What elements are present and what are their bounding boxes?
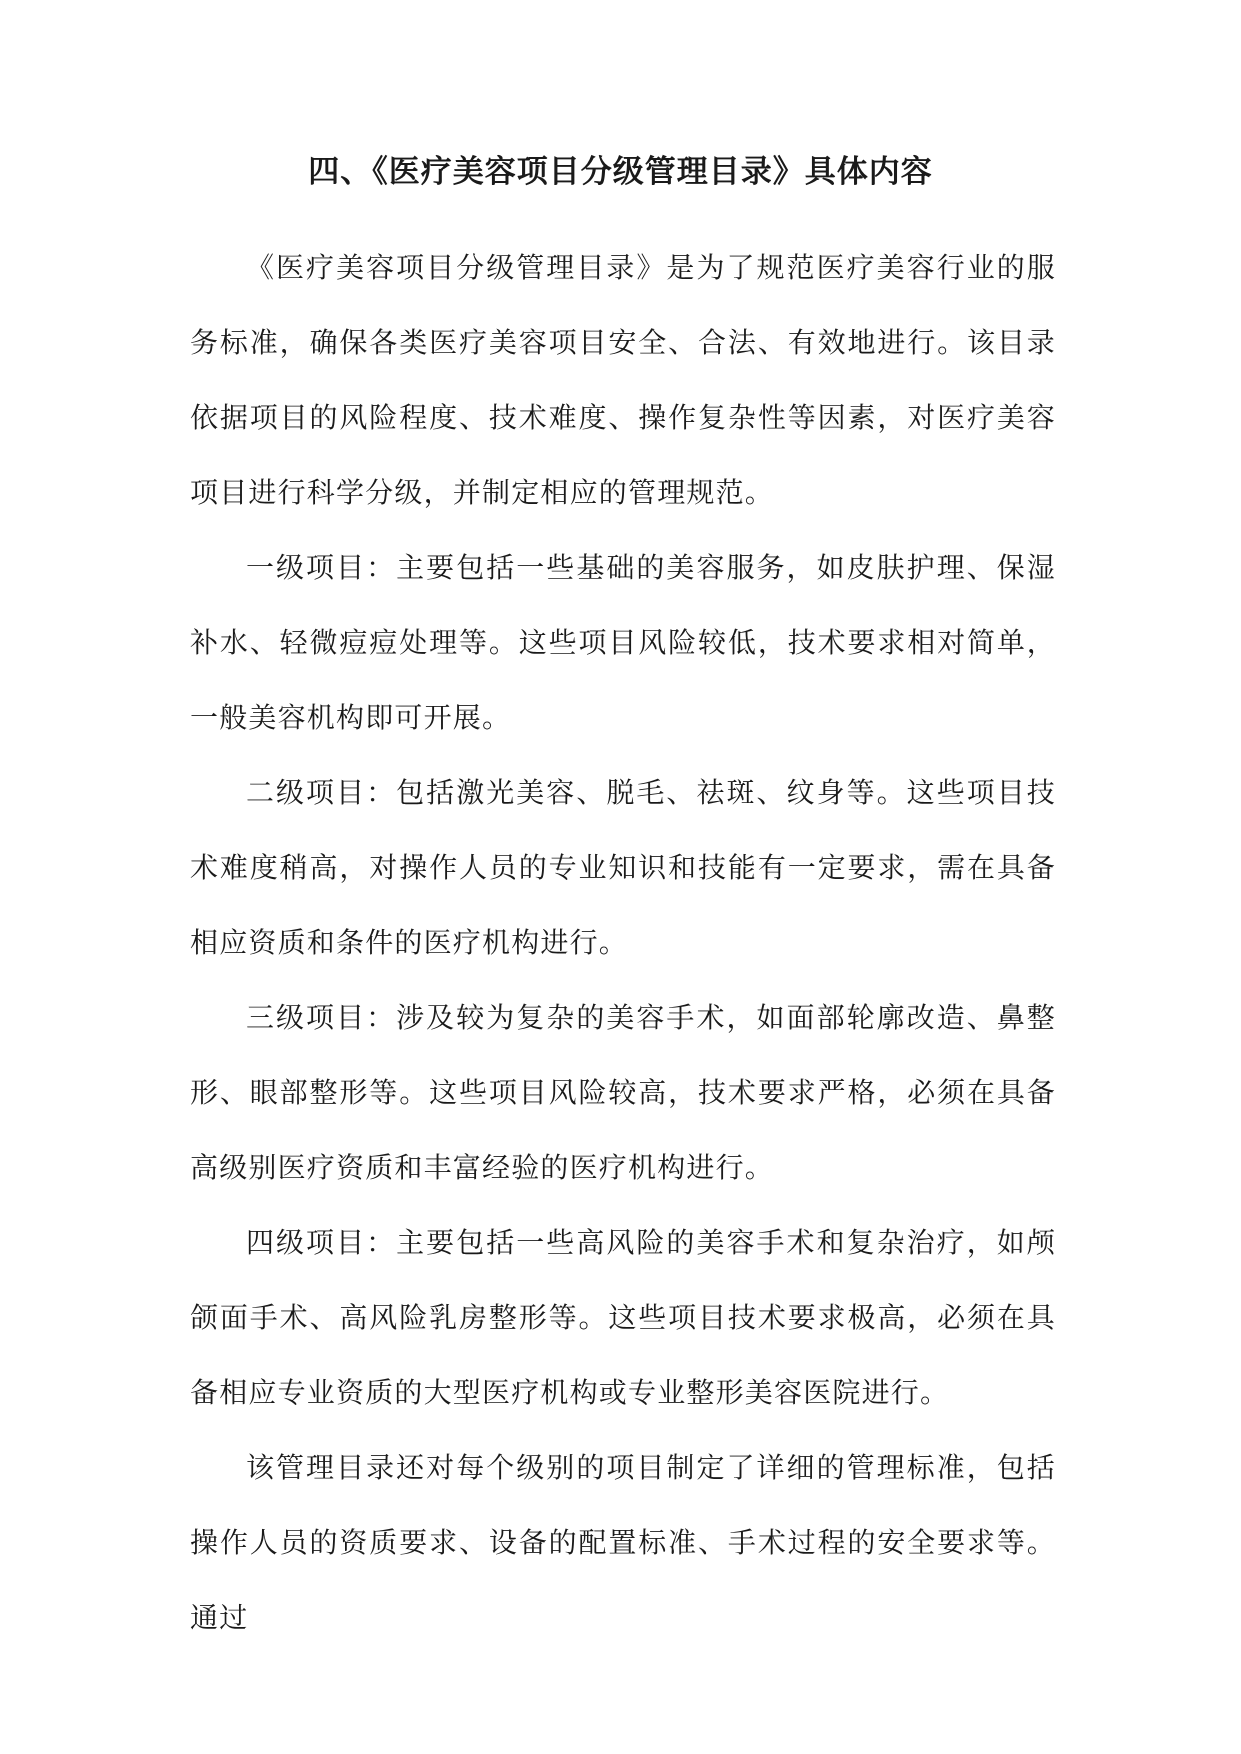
paragraph-level-3: 三级项目：涉及较为复杂的美容手术，如面部轮廓改造、鼻整形、眼部整形等。这些项目风险较高，技术要求严格，必须在具备高级别医疗资质和丰富经验的医疗机构进行。 [190,1001,1056,1184]
paragraph-level-2: 二级项目：包括激光美容、脱毛、祛斑、纹身等。这些项目技术难度稍高，对操作人员的专业知识和技能有一定要求，需在具备相应资质和条件的医疗机构进行。 [190,776,1056,959]
paragraph-level-4: 四级项目：主要包括一些高风险的美容手术和复杂治疗，如颅颌面手术、高风险乳房整形等。这些项目技术要求极高，必须在具备相应专业资质的大型医疗机构或专业整形美容医院进行。 [190,1226,1056,1409]
document-body [190,230,1056,1655]
paragraph-level-1: 一级项目：主要包括一些基础的美容服务，如皮肤护理、保湿补水、轻微痘痘处理等。这些项目风险较低，技术要求相对简单，一般美容机构即可开展。 [190,551,1056,734]
document-title: 四、《医疗美容项目分级管理目录》具体内容 [308,154,933,190]
paragraph-intro: 《医疗美容项目分级管理目录》是为了规范医疗美容行业的服务标准，确保各类医疗美容项目安全、合法、有效地进行。该目录依据项目的风险程度、技术难度、操作复杂性等因素，对医疗美容项目进行科学分级，并制定相应的管理规范。 [190,251,1056,509]
paragraph-management-standards: 该管理目录还对每个级别的项目制定了详细的管理标准，包括操作人员的资质要求、设备的配置标准、手术过程的安全要求等。通过 [190,1451,1056,1634]
